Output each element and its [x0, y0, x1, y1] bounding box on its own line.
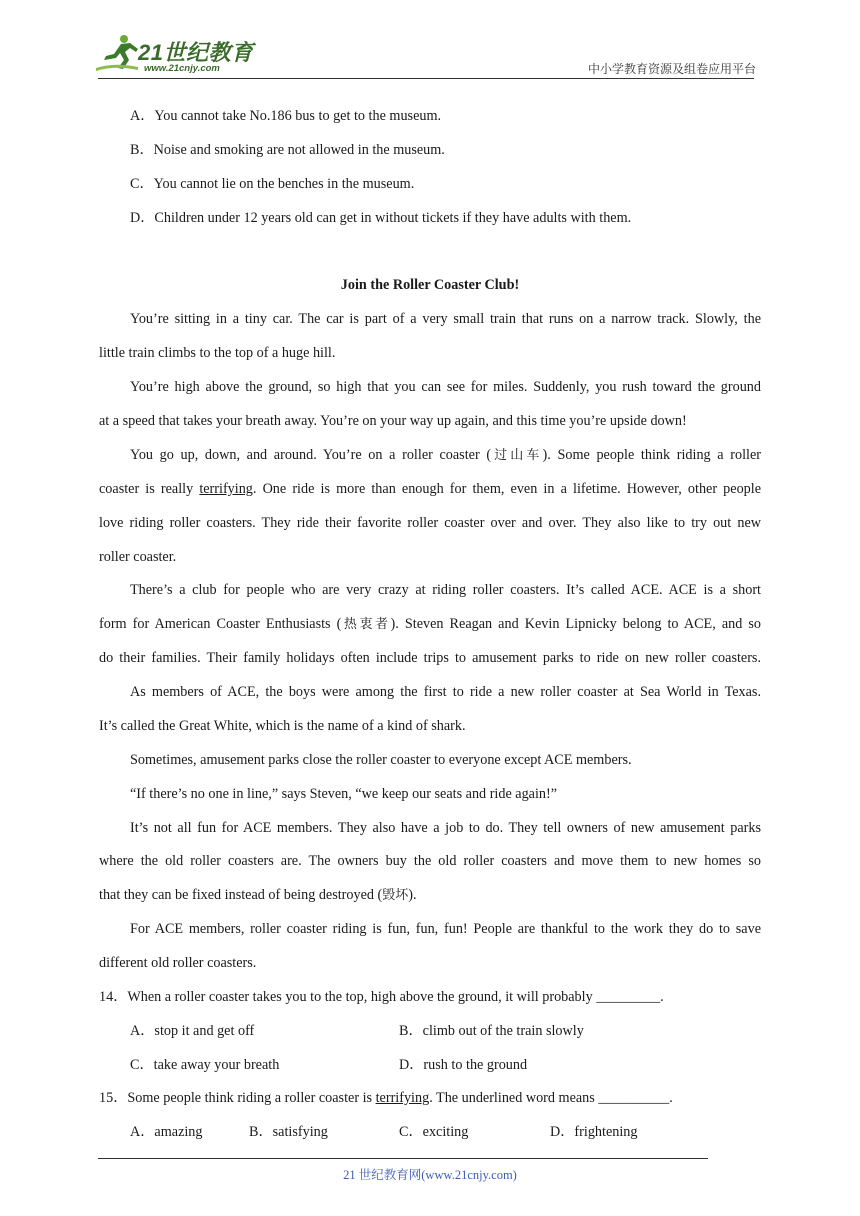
logo-text: 21世纪教育 [138, 40, 254, 65]
paragraph-1-line-2: little train climbs to the top of a huge hill. [99, 345, 336, 361]
text-run: coaster is really [99, 481, 200, 497]
page-header [0, 0, 860, 80]
underlined-word: terrifying [375, 1090, 430, 1106]
text-run: ). Some people think riding a roller [542, 447, 761, 463]
prev-option-b: B．Noise and smoking are not allowed in the museum. [130, 142, 445, 158]
paragraph-7: “If there’s no one in line,” says Steven, “we keep our seats and ride again!” [130, 786, 558, 802]
question-15-option-a[interactable]: A．amazing [130, 1124, 203, 1140]
question-14-stem: 14．When a roller coaster takes you to the top, high above the ground, it will probably _________. [99, 989, 664, 1005]
paragraph-9-line-1: For ACE members, roller coaster riding is fun, fun, fun! People are thankful to the work they do to save [130, 921, 761, 937]
chinese-gloss: 毁坏 [382, 888, 409, 903]
paragraph-2-line-1: You’re high above the ground, so high that you can see for miles. Suddenly, you rush toward the ground [130, 379, 761, 395]
footer-divider [98, 1158, 708, 1159]
paragraph-8-line-2: where the old roller coasters are. The owners buy the old roller coasters and move them to new homes so [99, 853, 761, 869]
paragraph-1-line-1: You’re sitting in a tiny car. The car is part of a very small train that runs on a narrow track. Slowly, the [130, 311, 761, 327]
paragraph-3-line-4: roller coaster. [99, 549, 177, 565]
prev-option-a: A．You cannot take No.186 bus to get to the museum. [130, 108, 442, 124]
paragraph-4-line-1: There’s a club for people who are very crazy at riding roller coasters. It’s called ACE. ACE is a short [130, 582, 761, 598]
header-platform-name: 中小学教育资源及组卷应用平台 [587, 62, 756, 76]
paragraph-8-line-1: It’s not all fun for ACE members. They also have a job to do. They tell owners of new amusement parks [130, 820, 761, 836]
underlined-word: terrifying [199, 481, 253, 497]
chinese-gloss: 过山车 [491, 448, 543, 463]
question-14-option-a[interactable]: A．stop it and get off [130, 1023, 255, 1039]
site-logo[interactable] [94, 34, 264, 78]
text-run: that they can be fixed instead of being destroyed ( [99, 887, 383, 903]
paragraph-2-line-2: at a speed that takes your breath away. You’re on your way up again, and this time you’re upside down! [99, 413, 687, 429]
chinese-gloss: 热衷者 [341, 617, 391, 632]
runner-logo-icon [94, 34, 142, 74]
text-run: ). [408, 887, 417, 903]
paragraph-4-line-2 [99, 614, 761, 635]
paragraph-4-line-3: do their families. Their family holidays often include trips to amusement parks to ride on new roller coasters. [99, 650, 761, 666]
question-14-option-c[interactable]: C．take away your breath [130, 1057, 280, 1073]
header-divider [98, 78, 754, 79]
paragraph-5-line-1: As members of ACE, the boys were among the first to ride a new roller coaster at Sea World in Texas. [130, 684, 761, 700]
text-run: form for American Coaster Enthusiasts ( [99, 616, 342, 632]
passage-title: Join the Roller Coaster Club! [340, 277, 520, 293]
text-run: ). Steven Reagan and Kevin Lipnicky belong to ACE, and so [390, 616, 761, 632]
text-run: . The underlined word means __________. [429, 1090, 673, 1106]
question-15-option-d[interactable]: D．frightening [550, 1124, 638, 1140]
paragraph-3-line-2 [99, 479, 761, 499]
logo-url: www.21cnjy.com [144, 63, 220, 74]
question-14-option-d[interactable]: D．rush to the ground [399, 1057, 528, 1073]
paragraph-3-line-1 [99, 445, 761, 466]
text-run: 15．Some people think riding a roller coaster is [99, 1090, 376, 1106]
paragraph-9-line-2: different old roller coasters. [99, 955, 257, 971]
prev-option-d: D．Children under 12 years old can get in without tickets if they have adults with them. [130, 210, 632, 226]
footer-link[interactable]: 21 世纪教育网(www.21cnjy.com) [343, 1168, 517, 1182]
paragraph-3-line-3: love riding roller coasters. They ride their favorite roller coaster over and over. They also like to try out new [99, 515, 761, 531]
paragraph-5-line-2: It’s called the Great White, which is the name of a kind of shark. [99, 718, 466, 734]
question-15-option-c[interactable]: C．exciting [399, 1124, 469, 1140]
text-run: You go up, down, and around. You’re on a roller coaster ( [130, 447, 492, 463]
text-run: . One ride is more than enough for them, even in a lifetime. However, other people [252, 481, 761, 497]
question-15-stem [99, 1088, 673, 1108]
question-15-option-b[interactable]: B．satisfying [249, 1124, 328, 1140]
paragraph-6: Sometimes, amusement parks close the roller coaster to everyone except ACE members. [130, 752, 632, 768]
paragraph-8-line-3 [99, 885, 417, 906]
question-14-option-b[interactable]: B．climb out of the train slowly [399, 1023, 584, 1039]
prev-option-c: C．You cannot lie on the benches in the museum. [130, 176, 415, 192]
